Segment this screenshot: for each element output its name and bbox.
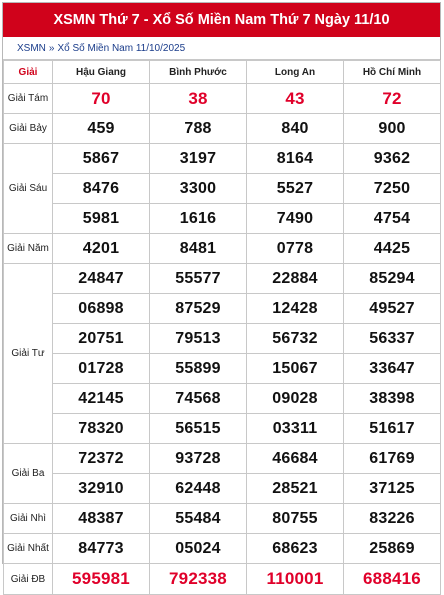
table-row xyxy=(4,144,441,174)
prize-number: 42145 xyxy=(53,384,150,414)
prize-number: 32910 xyxy=(53,474,150,504)
prize-number: 9362 xyxy=(344,144,441,174)
prize-label: Giải Nhất xyxy=(4,534,53,564)
table-row xyxy=(4,414,441,444)
table-row xyxy=(4,444,441,474)
prize-label: Giải Ba xyxy=(4,444,53,504)
prize-number: 4201 xyxy=(53,234,150,264)
prize-number: 80755 xyxy=(247,504,344,534)
prize-number: 93728 xyxy=(150,444,247,474)
breadcrumb-separator: » xyxy=(48,42,55,54)
prize-number: 5867 xyxy=(53,144,150,174)
prize-number: 8476 xyxy=(53,174,150,204)
prize-number: 12428 xyxy=(247,294,344,324)
prize-number: 68623 xyxy=(247,534,344,564)
prize-number: 4425 xyxy=(344,234,441,264)
prize-label: Giải ĐB xyxy=(4,564,53,595)
prize-number: 70 xyxy=(53,84,150,114)
prize-number: 37125 xyxy=(344,474,441,504)
table-row xyxy=(4,264,441,294)
prize-number: 3197 xyxy=(150,144,247,174)
prize-number: 459 xyxy=(53,114,150,144)
province-header[interactable]: Hậu Giang xyxy=(53,61,150,84)
prize-number: 06898 xyxy=(53,294,150,324)
prize-number: 900 xyxy=(344,114,441,144)
prize-number: 788 xyxy=(150,114,247,144)
table-row xyxy=(4,384,441,414)
table-header-row xyxy=(4,61,441,84)
prize-number: 7250 xyxy=(344,174,441,204)
prize-number: 87529 xyxy=(150,294,247,324)
prize-label: Giải Bảy xyxy=(4,114,53,144)
prize-number: 28521 xyxy=(247,474,344,504)
prize-number: 20751 xyxy=(53,324,150,354)
results-panel xyxy=(2,2,441,588)
breadcrumb xyxy=(3,37,440,60)
prize-number: 84773 xyxy=(53,534,150,564)
prize-label: Giải Tư xyxy=(4,264,53,444)
table-row xyxy=(4,534,441,564)
prize-number: 38 xyxy=(150,84,247,114)
table-row xyxy=(4,474,441,504)
breadcrumb-current-link[interactable]: Xổ Số Miền Nam 11/10/2025 xyxy=(57,42,186,54)
special-prize-number: 688416 xyxy=(344,564,441,595)
prize-number: 5527 xyxy=(247,174,344,204)
prize-number: 55484 xyxy=(150,504,247,534)
table-row xyxy=(4,234,441,264)
prize-column-header: Giải xyxy=(4,61,53,84)
prize-number: 3300 xyxy=(150,174,247,204)
prize-number: 46684 xyxy=(247,444,344,474)
prize-label: Giải Tám xyxy=(4,84,53,114)
table-row xyxy=(4,294,441,324)
lottery-results-table xyxy=(3,60,441,595)
prize-number: 49527 xyxy=(344,294,441,324)
prize-number: 03311 xyxy=(247,414,344,444)
prize-number: 01728 xyxy=(53,354,150,384)
table-row xyxy=(4,324,441,354)
prize-number: 72 xyxy=(344,84,441,114)
table-row xyxy=(4,84,441,114)
prize-label: Giải Năm xyxy=(4,234,53,264)
prize-number: 8481 xyxy=(150,234,247,264)
prize-number: 56337 xyxy=(344,324,441,354)
table-row xyxy=(4,564,441,595)
special-prize-number: 110001 xyxy=(247,564,344,595)
prize-number: 22884 xyxy=(247,264,344,294)
prize-number: 56515 xyxy=(150,414,247,444)
prize-number: 7490 xyxy=(247,204,344,234)
prize-number: 48387 xyxy=(53,504,150,534)
province-header[interactable]: Hồ Chí Minh xyxy=(344,61,441,84)
prize-number: 05024 xyxy=(150,534,247,564)
table-row xyxy=(4,204,441,234)
prize-number: 83226 xyxy=(344,504,441,534)
prize-number: 62448 xyxy=(150,474,247,504)
prize-number: 33647 xyxy=(344,354,441,384)
prize-number: 8164 xyxy=(247,144,344,174)
prize-number: 840 xyxy=(247,114,344,144)
prize-number: 61769 xyxy=(344,444,441,474)
province-header[interactable]: Bình Phước xyxy=(150,61,247,84)
prize-number: 24847 xyxy=(53,264,150,294)
prize-label: Giải Sáu xyxy=(4,144,53,234)
prize-label: Giải Nhì xyxy=(4,504,53,534)
prize-number: 43 xyxy=(247,84,344,114)
prize-number: 74568 xyxy=(150,384,247,414)
special-prize-number: 595981 xyxy=(53,564,150,595)
prize-number: 78320 xyxy=(53,414,150,444)
table-row xyxy=(4,504,441,534)
special-prize-number: 792338 xyxy=(150,564,247,595)
prize-number: 1616 xyxy=(150,204,247,234)
prize-number: 55577 xyxy=(150,264,247,294)
prize-number: 56732 xyxy=(247,324,344,354)
prize-number: 55899 xyxy=(150,354,247,384)
table-row xyxy=(4,354,441,384)
table-row xyxy=(4,174,441,204)
prize-number: 0778 xyxy=(247,234,344,264)
prize-number: 4754 xyxy=(344,204,441,234)
prize-number: 09028 xyxy=(247,384,344,414)
prize-number: 79513 xyxy=(150,324,247,354)
page-title: XSMN Thứ 7 - Xổ Số Miền Nam Thứ 7 Ngày 11/10 xyxy=(3,3,440,37)
prize-number: 5981 xyxy=(53,204,150,234)
prize-number: 38398 xyxy=(344,384,441,414)
prize-number: 25869 xyxy=(344,534,441,564)
prize-number: 85294 xyxy=(344,264,441,294)
province-header[interactable]: Long An xyxy=(247,61,344,84)
breadcrumb-root-link[interactable]: XSMN xyxy=(17,42,46,54)
prize-number: 15067 xyxy=(247,354,344,384)
prize-number: 72372 xyxy=(53,444,150,474)
table-row xyxy=(4,114,441,144)
prize-number: 51617 xyxy=(344,414,441,444)
